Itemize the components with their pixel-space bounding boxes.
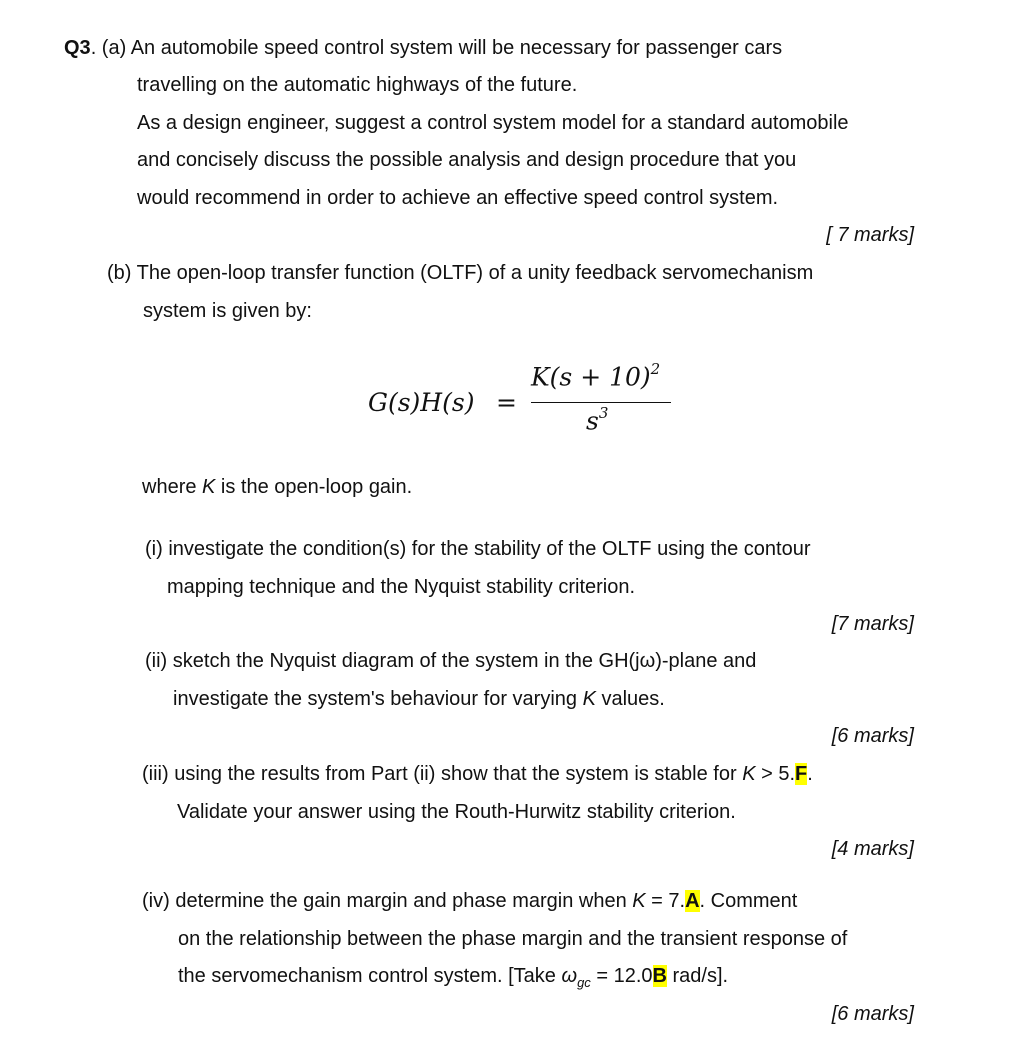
q3-a-line-5: would recommend in order to achieve an effective speed control system.: [137, 187, 779, 209]
q3-a-line-4: and concisely discuss the possible analysis and design procedure that you: [137, 149, 797, 171]
highlight-F: F: [795, 763, 808, 785]
q3-a-line-2: travelling on the automatic highways of the future.: [137, 74, 578, 96]
question-label: Q3: [64, 37, 91, 59]
q3-b-ii-marks: [6 marks]: [831, 725, 914, 747]
where-line: where K is the open-loop gain.: [142, 476, 413, 498]
equation-denominator: $s^3$: [586, 404, 609, 436]
q3-a-line-3: As a design engineer, suggest a control system model for a standard automobile: [137, 112, 849, 134]
q3-b-iii-marks: [4 marks]: [831, 838, 914, 860]
q3-b-ii-line-2: investigate the system's behaviour for varying K values.: [173, 688, 665, 710]
equation-numerator: $K(s + 10)^2$: [531, 360, 661, 392]
q3-b-iv-marks: [6 marks]: [831, 1003, 914, 1025]
q3-b-ii-line-1: (ii) sketch the Nyquist diagram of the system in the GH(jω)-plane and: [145, 650, 757, 672]
q3-b-iv-line-1: (iv) determine the gain margin and phase margin when K = 7.A. Comment: [142, 890, 798, 912]
q3-b-i-marks: [7 marks]: [831, 613, 914, 635]
equation-lhs: G(s)H(s): [368, 388, 475, 417]
q3-b-i-line-1: (i) investigate the condition(s) for the stability of the OLTF using the contour: [145, 538, 811, 560]
q3-a-marks: [ 7 marks]: [826, 224, 914, 246]
q3-b-iv-line-2: on the relationship between the phase margin and the transient response of: [178, 928, 848, 950]
q3-b-line-2: system is given by:: [143, 300, 312, 322]
equation-equals: =: [496, 388, 517, 417]
q3-b-iii-line-1: (iii) using the results from Part (ii) show that the system is stable for K > 5.F.: [142, 763, 813, 785]
q3-b-i-line-2: mapping technique and the Nyquist stability criterion.: [167, 576, 636, 598]
highlight-A: A: [685, 890, 700, 912]
transfer-function-equation: [368, 362, 688, 442]
highlight-B: B: [652, 965, 667, 987]
q3-b-line-1: (b) The open-loop transfer function (OLTF) of a unity feedback servomechanism: [107, 262, 814, 284]
q3-a-line-1: Q3. (a) An automobile speed control system will be necessary for passenger cars: [64, 37, 783, 59]
q3-b-iii-line-2: Validate your answer using the Routh-Hurwitz stability criterion.: [177, 801, 736, 823]
q3-b-iv-line-3: the servomechanism control system. [Take $\omega_{gc} = 12.0B$ rad/s].: [178, 965, 729, 990]
fraction-bar: [531, 402, 671, 403]
